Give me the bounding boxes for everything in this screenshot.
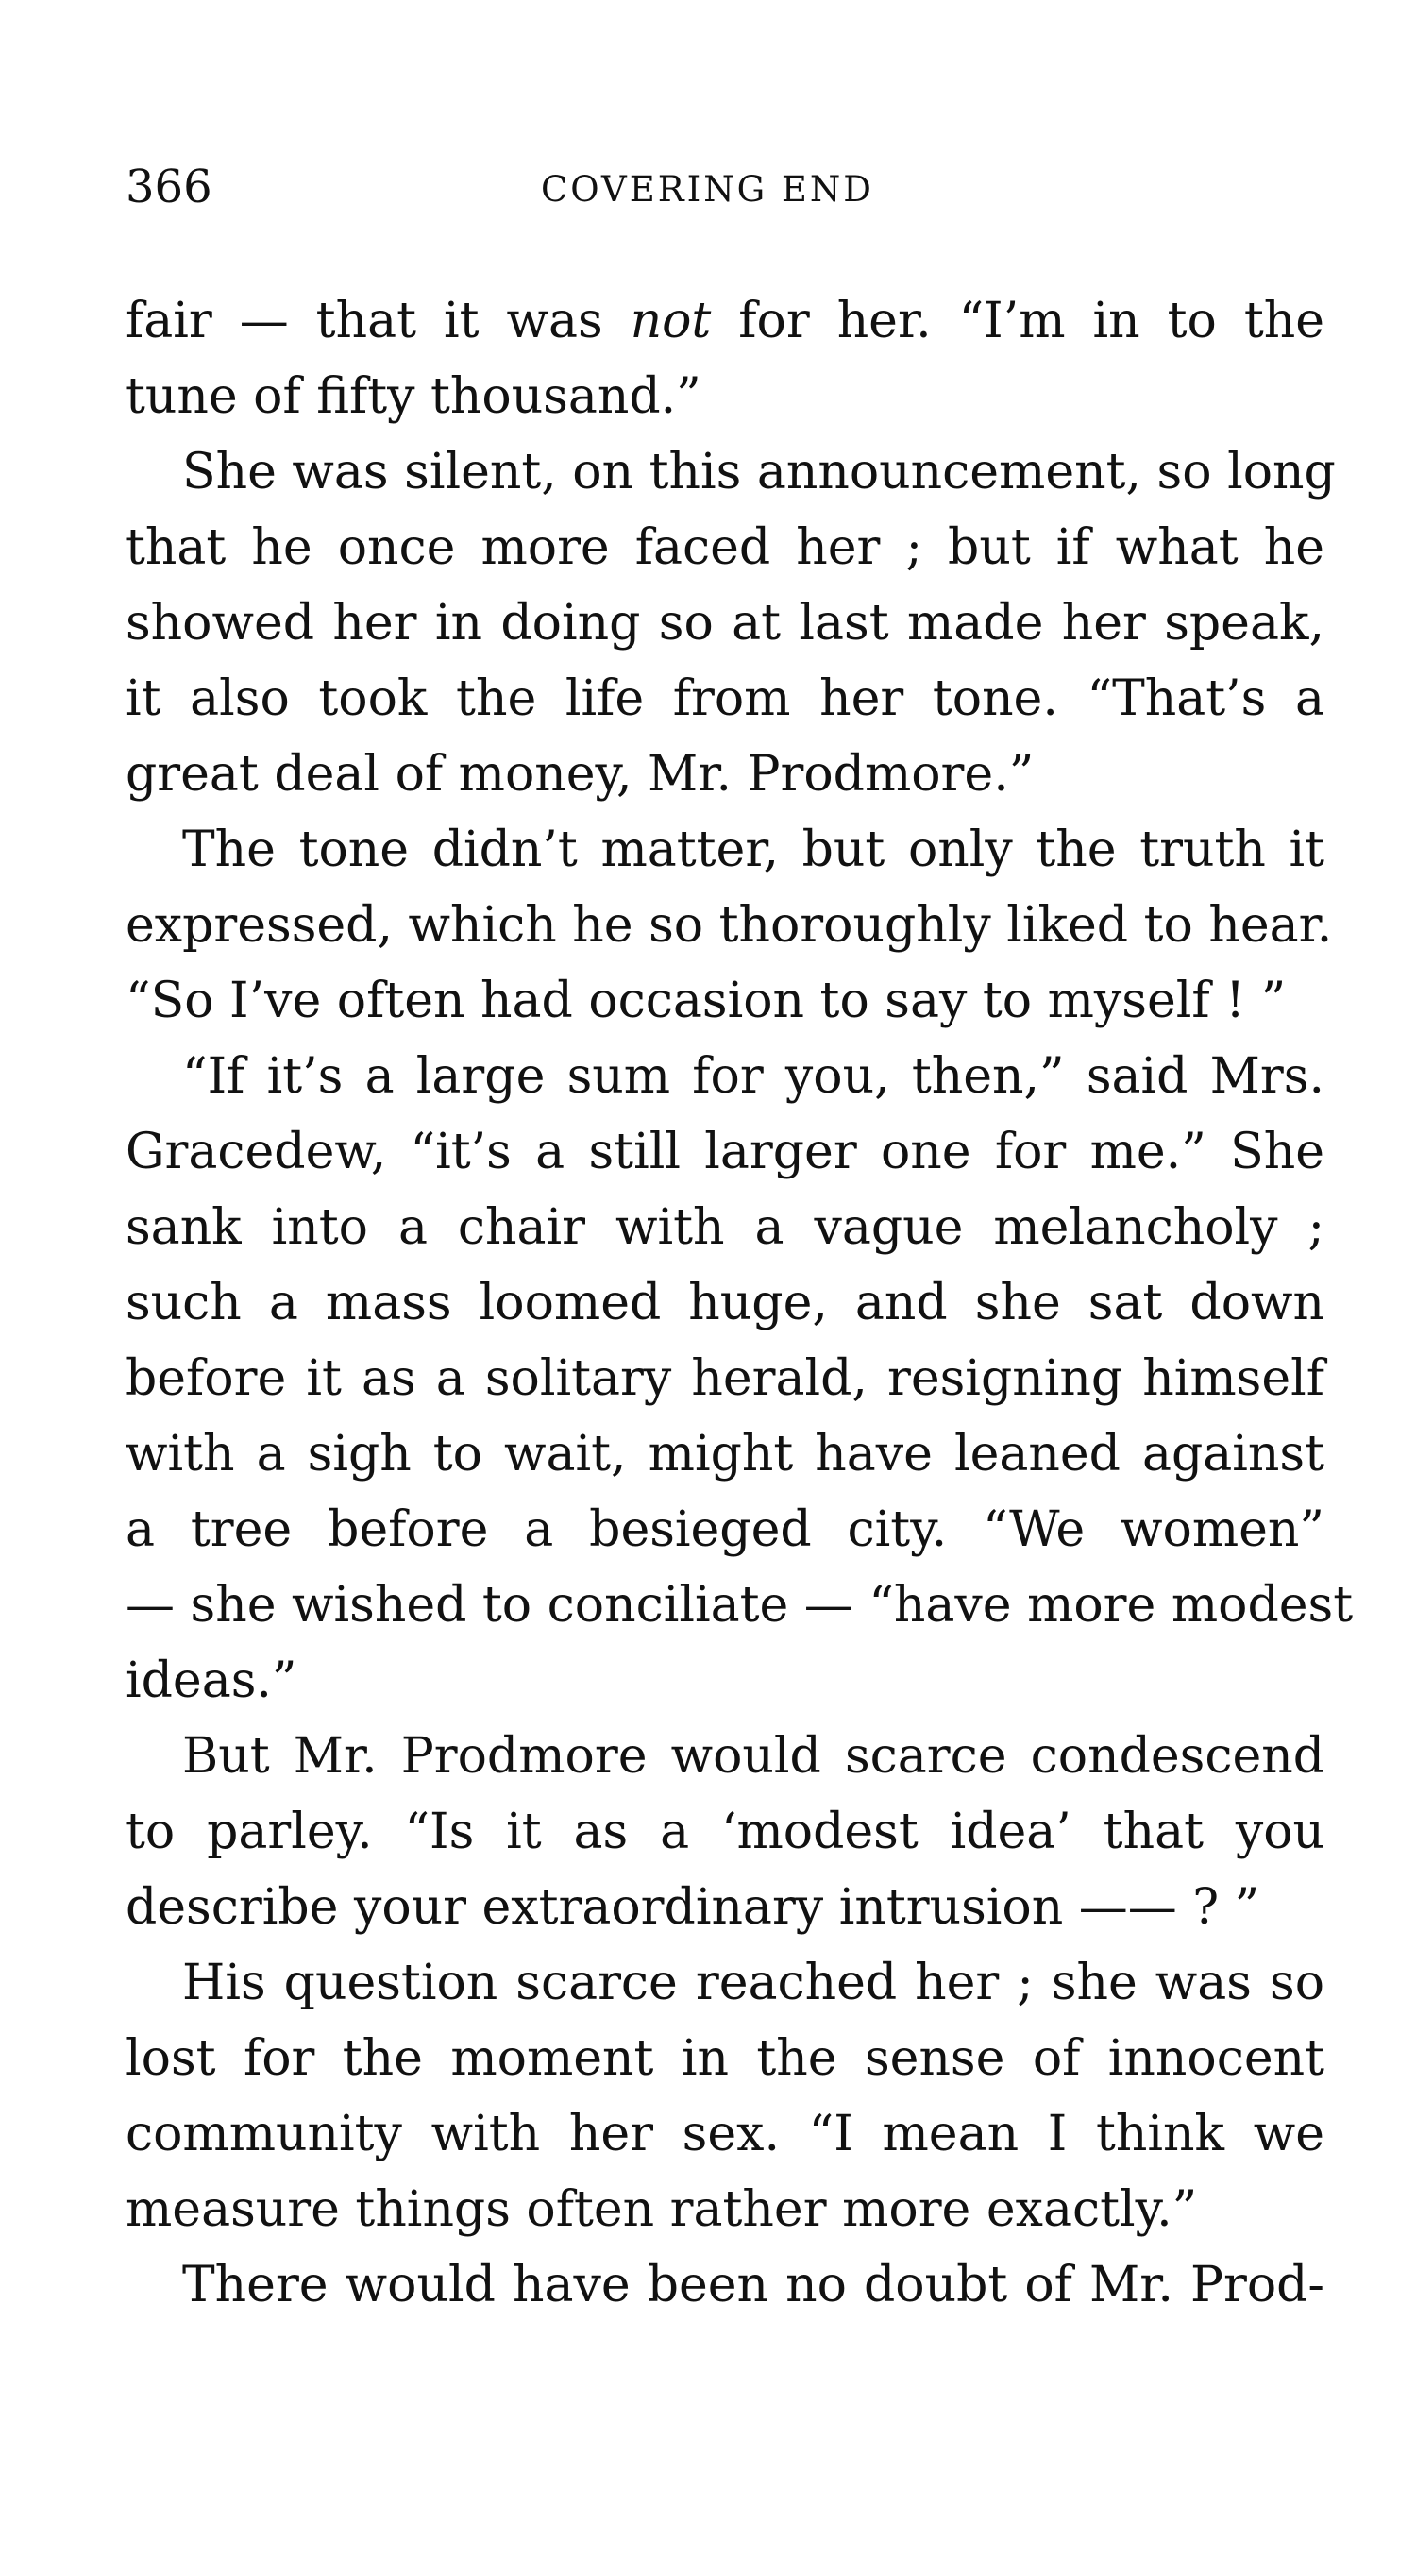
text-line: ideas.” — [126, 1652, 297, 1709]
text-line: lost for the moment in the sense of innocent — [126, 2030, 1324, 2087]
running-title: COVERING END — [541, 169, 874, 210]
text-line: a tree before a besieged city. “We women” — [126, 1501, 1324, 1558]
page-number: 366 — [126, 161, 212, 213]
text-line: The tone didn’t matter, but only the truth it — [182, 822, 1324, 878]
text-line: describe your extraordinary intrusion —— ? ” — [126, 1879, 1260, 1936]
text-line: before it as a solitary herald, resigning himself — [126, 1350, 1324, 1407]
text-line: to parley. “Is it as a ‘modest idea’ that you — [126, 1804, 1324, 1860]
text-line: Gracedew, “it’s a still larger one for me.” She — [126, 1124, 1324, 1180]
text-line: community with her sex. “I mean I think we — [126, 2106, 1324, 2162]
text-line: showed her in doing so at last made her speak, — [126, 595, 1324, 652]
text-line: such a mass loomed huge, and she sat down — [126, 1275, 1324, 1331]
text-line: But Mr. Prodmore would scarce condescend — [182, 1728, 1324, 1785]
text-line: “If it’s a large sum for you, then,” said Mrs. — [182, 1048, 1324, 1105]
text-line: measure things often rather more exactly.” — [126, 2181, 1198, 2238]
text-line: fair — that it was not for her. “I’m in to the — [126, 293, 1324, 349]
text-line: “So I’ve often had occasion to say to myself ! ” — [126, 973, 1287, 1029]
text-line: She was silent, on this announcement, so long — [182, 444, 1336, 500]
text-line: great deal of money, Mr. Prodmore.” — [126, 746, 1035, 803]
text-line: with a sigh to wait, might have leaned against — [126, 1426, 1324, 1483]
text-line: His question scarce reached her ; she was so — [182, 1955, 1324, 2011]
text-line: — she wished to conciliate — “have more modest — [126, 1577, 1354, 1634]
text-line: sank into a chair with a vague melancholy ; — [126, 1199, 1324, 1256]
running-head — [126, 159, 1324, 215]
text-line: expressed, which he so thoroughly liked to hear. — [126, 897, 1333, 954]
text-line: that he once more faced her ; but if what he — [126, 519, 1324, 576]
emphasis-word: not — [630, 293, 712, 349]
body-text — [126, 283, 1354, 2323]
text-line: There would have been no doubt of Mr. Prod- — [182, 2257, 1324, 2313]
text-line: tune of fifty thousand.” — [126, 368, 701, 425]
text-line: it also took the life from her tone. “That’s a — [126, 670, 1324, 727]
